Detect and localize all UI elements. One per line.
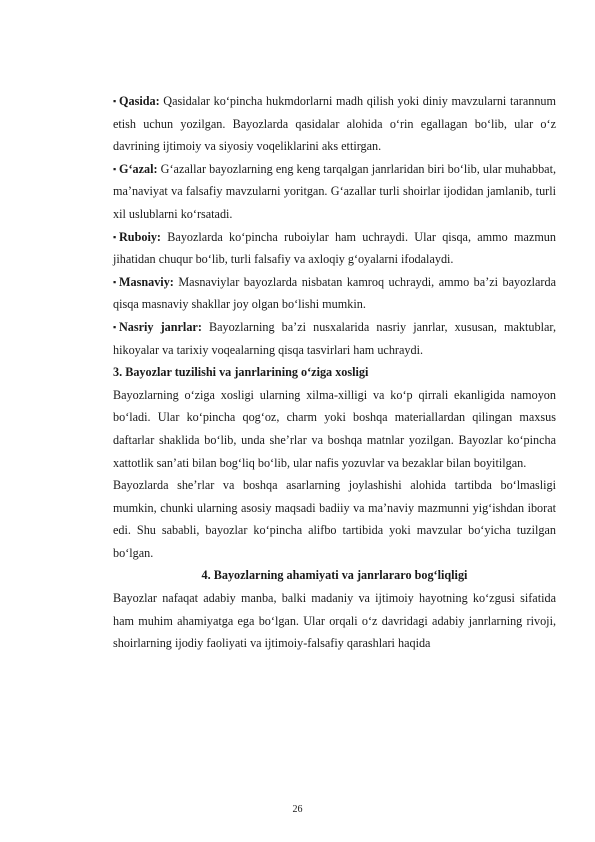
bullet-marker-icon: ▪ <box>113 276 117 287</box>
bullet-term: Qasida: <box>119 94 160 108</box>
section-4-heading: 4. Bayozlarning ahamiyati va janrlararo bog‘liqligi <box>201 568 468 583</box>
bullet-term: Nasriy janrlar: <box>119 319 202 334</box>
bullet-item-gazal <box>113 158 556 226</box>
bullet-item-masnaviy <box>113 271 556 316</box>
bullet-term: G‘azal: <box>119 161 158 176</box>
bullet-marker-icon: ▪ <box>113 163 117 174</box>
bullet-term: Ruboiy: <box>119 229 161 244</box>
bullet-text: Qasidalar ko‘pincha hukmdorlarni madh qilish yoki diniy mavzularni tarannum etish uchun yozilgan. Bayozlarda qasidalar alohida o‘rin egallagan bo‘lib, ular o‘z davrining ijtimoiy va siyosiy voqeliklarini aks ettirgan. <box>113 94 556 154</box>
bullet-item-ruboiy <box>113 226 556 271</box>
bullet-marker-icon: ▪ <box>113 231 117 242</box>
bullet-marker-icon: ▪ <box>113 321 117 332</box>
section-3-paragraph-1: Bayozlarning o‘ziga xosligi ularning xilma-xilligi va ko‘p qirrali ekanligida namoyon bo‘ladi. Ular ko‘pincha qog‘oz, charm yoki boshqa materiallardan qilingan maxsus daftarlar shaklida bo‘lib, unda she’rlar va boshqa matnlar yozilgan. Bayozlar ko‘pincha xattotlik san’ati bilan bog‘liq bo‘lib, ular nafis yozuvlar va bezaklar bilan boyitilgan. <box>113 387 556 470</box>
page-content <box>113 90 556 655</box>
section-3-paragraph-2: Bayozlarda she’rlar va boshqa asarlarning joylashishi alohida tartibda bo‘lmasligi mumkin, chunki ularning asosiy maqsadi badiiy va ma’naviy mazmunni yig‘ishdan iborat edi. Shu sababli, bayozlar ko‘pincha alifbo tartibida yoki mavzular bo‘yicha tuzilgan bo‘lgan. <box>113 478 556 560</box>
bullet-marker-icon: ▪ <box>113 96 117 106</box>
bullet-text: G‘azallar bayozlarning eng keng tarqalgan janrlaridan biri bo‘lib, ular muhabbat, ma’naviyat va falsafiy mavzularni yoritgan. G‘azallar turli shoirlar ijodidan jamlanib, turli xil uslublarni ko‘rsatadi. <box>113 161 556 221</box>
bullet-term: Masnaviy: <box>119 274 174 289</box>
bullet-text: Bayozlarda ko‘pincha ruboiylar ham uchraydi. Ular qisqa, ammo mazmun jihatidan chuqur bo‘lib, turli falsafiy va axloqiy g‘oyalarni ifodalaydi. <box>113 229 556 267</box>
section-3-heading: 3. Bayozlar tuzilishi va janrlarining o‘ziga xosligi <box>113 365 369 380</box>
bullet-item-qasida <box>113 90 556 158</box>
bullet-item-nasriy-janrlar <box>113 316 556 361</box>
page-number: 26 <box>292 804 303 815</box>
bullet-text: Masnaviylar bayozlarda nisbatan kamroq uchraydi, ammo ba’zi bayozlarda qisqa masnaviy shakllar joy olgan bo‘lishi mumkin. <box>113 274 556 312</box>
section-4-paragraph: Bayozlar nafaqat adabiy manba, balki madaniy va ijtimoiy hayotning ko‘zgusi sifatida ham muhim ahamiyatga ega bo‘lgan. Ular orqali o‘z davridagi adabiy janrlarning rivoji, shoirlarning ijodiy faoliyati va ijtimoiy-falsafiy qarashlari haqida <box>113 591 556 651</box>
bullet-text: Bayozlarning ba’zi nusxalarida nasriy janrlar, xususan, maktublar, hikoyalar va tarixiy voqealarning qisqa tasvirlari ham uchraydi. <box>113 319 556 357</box>
